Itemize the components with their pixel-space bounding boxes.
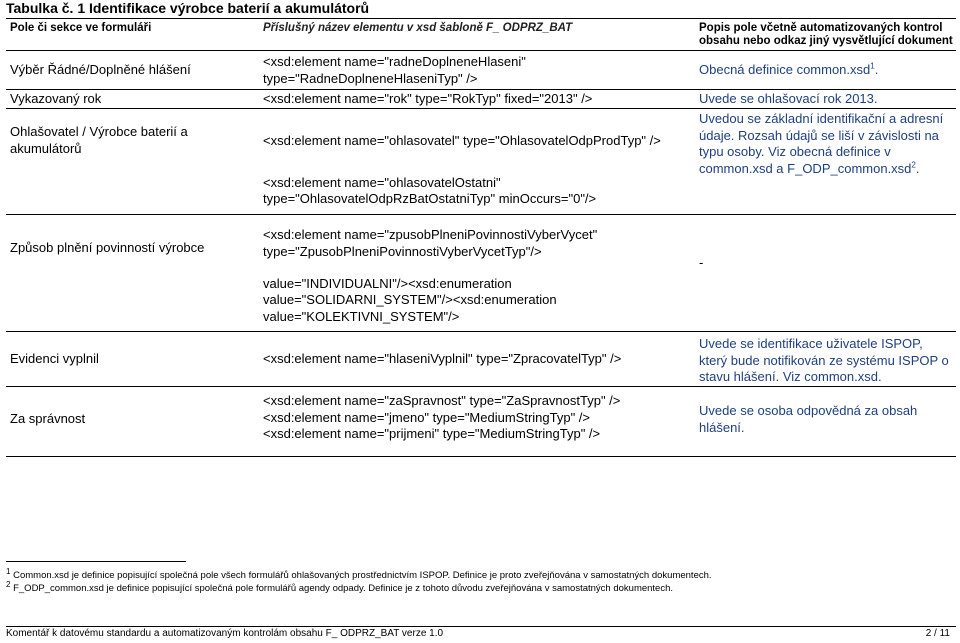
desc-line: stavu hlášení. Viz common.xsd. xyxy=(699,369,882,384)
identification-table xyxy=(6,18,956,457)
row-label: Vykazovaný rok xyxy=(6,90,259,109)
row-label-empty xyxy=(6,173,259,215)
xsd-line: <xsd:element name="ohlasovatelOstatni" xyxy=(263,174,501,190)
footnote-number: 2 xyxy=(6,579,11,589)
table-row xyxy=(6,90,956,109)
xsd-line: <xsd:element name="prijmeni" type="MediumStringTyp" /> xyxy=(263,426,601,441)
header-element: Příslušný název elementu v xsd šabloně F_ ODPRZ_BAT xyxy=(259,19,695,51)
row-xsd: <xsd:element name="ohlasovatel" type="OhlasovatelOdpProdTyp" /> xyxy=(263,132,661,148)
xsd-line: type="OhlasovatelOdpRzBatOstatniTyp" minOccurs="0"/> xyxy=(263,191,597,206)
desc-line: hlášení. xyxy=(699,419,745,435)
xsd-line: <xsd:element name="zaSpravnost" type="ZaSpravnostTyp" /> xyxy=(263,393,621,408)
desc-end: . xyxy=(874,61,879,77)
footnote-number: 1 xyxy=(6,566,11,576)
row-label: Způsob plnění povinností výrobce xyxy=(10,240,205,255)
row-xsd xyxy=(259,387,695,457)
footer-separator xyxy=(6,626,956,627)
xsd-line: <xsd:element name="radneDoplneneHlaseni" xyxy=(263,54,526,69)
desc-line: údaje. Rozsah údajů se liší v závislosti na xyxy=(699,127,939,143)
table-row xyxy=(6,387,956,457)
desc-line: Uvedou se základní identifikační a adresní xyxy=(699,111,944,126)
desc-line: Uvede se osoba odpovědná za obsah xyxy=(699,403,918,418)
xsd-line: value="SOLIDARNI_SYSTEM"/><xsd:enumeration xyxy=(263,292,557,307)
table-caption: Tabulka č. 1 Identifikace výrobce baterií a akumulátorů xyxy=(6,0,370,16)
row-description xyxy=(695,51,956,90)
row-label: Ohlašovatel / Výrobce baterií a akumulátorů xyxy=(10,124,188,156)
desc-line: Uvede se identifikace uživatele ISPOP, xyxy=(699,336,923,351)
row-description xyxy=(695,109,956,215)
footnote-2: $^2$ F_ODP_common.xsd je definice popisující společná pole formulářů agendy odpady. Definice je z tohoto důvodu zveřejňována v samostatných dokumentech. xyxy=(6,579,674,594)
header-field: Pole či sekce ve formuláři xyxy=(6,19,259,51)
row-xsd xyxy=(259,173,695,215)
row-label: Za správnost xyxy=(6,387,259,457)
row-label: Evidenci vyplnil xyxy=(6,332,259,387)
xsd-line: type="ZpusobPlneniPovinnostiVyberVycetTyp"/> xyxy=(263,243,542,259)
page-number: 2 / 11 xyxy=(925,628,950,639)
footnote-ref[interactable]: 1 xyxy=(870,61,875,71)
row-xsd: <xsd:element name="rok" type="RokTyp" fixed="2013" /> xyxy=(259,90,695,109)
desc-line: common.xsd a F_ODP_common.xsd$^2$. xyxy=(699,160,920,176)
row-xsd xyxy=(259,270,695,332)
footnote-separator xyxy=(6,561,186,562)
row-xsd xyxy=(259,51,695,90)
xsd-line: value="INDIVIDUALNI"/><xsd:enumeration xyxy=(263,275,512,291)
table-row xyxy=(6,109,956,173)
xsd-line: type="RadneDoplneneHlaseniTyp" /> xyxy=(263,70,478,86)
desc-line: který bude notifikován ze systému ISPOP o xyxy=(699,352,949,368)
header-description: Popis pole včetně automatizovaných kontrol obsahu nebo odkaz jiný vysvětlující dokument xyxy=(695,19,956,51)
desc-text: Obecná definice common.xsd xyxy=(699,61,871,77)
footnote-ref[interactable]: 2 xyxy=(911,160,916,170)
row-description xyxy=(695,332,956,387)
table-header-row xyxy=(6,19,956,51)
footnote-1: $^1$ Common.xsd je definice popisující společná pole všech formulářů ohlašovaných prostřednictvím ISPOP. Definice je proto zveřejňována v samostatných dokumentech. xyxy=(6,566,712,581)
xsd-line: value="KOLEKTIVNI_SYSTEM"/> xyxy=(263,308,460,324)
table-row xyxy=(6,51,956,90)
xsd-line: <xsd:element name="jmeno" type="MediumStringTyp" /> xyxy=(263,409,591,425)
desc-line: typu osoby. Viz obecná definice v xyxy=(699,144,891,159)
table-row xyxy=(6,332,956,387)
row-description: - xyxy=(695,215,956,332)
footer-document-title: Komentář k datovému standardu a automatizovaným kontrolám obsahu F_ ODPRZ_BAT verze 1.0 xyxy=(6,628,444,639)
row-description: Uvede se ohlašovací rok 2013. xyxy=(695,90,956,109)
row-description xyxy=(695,387,956,457)
row-label: Výběr Řádné/Doplněné hlášení xyxy=(6,51,259,90)
row-xsd xyxy=(259,215,695,270)
row-xsd: <xsd:element name="hlaseniVyplnil" type="ZpracovatelTyp" /> xyxy=(259,332,695,387)
xsd-line: <xsd:element name="zpusobPlneniPovinnostiVyberVycet" xyxy=(263,227,598,242)
row-label-empty xyxy=(6,270,259,332)
table-row xyxy=(6,215,956,270)
